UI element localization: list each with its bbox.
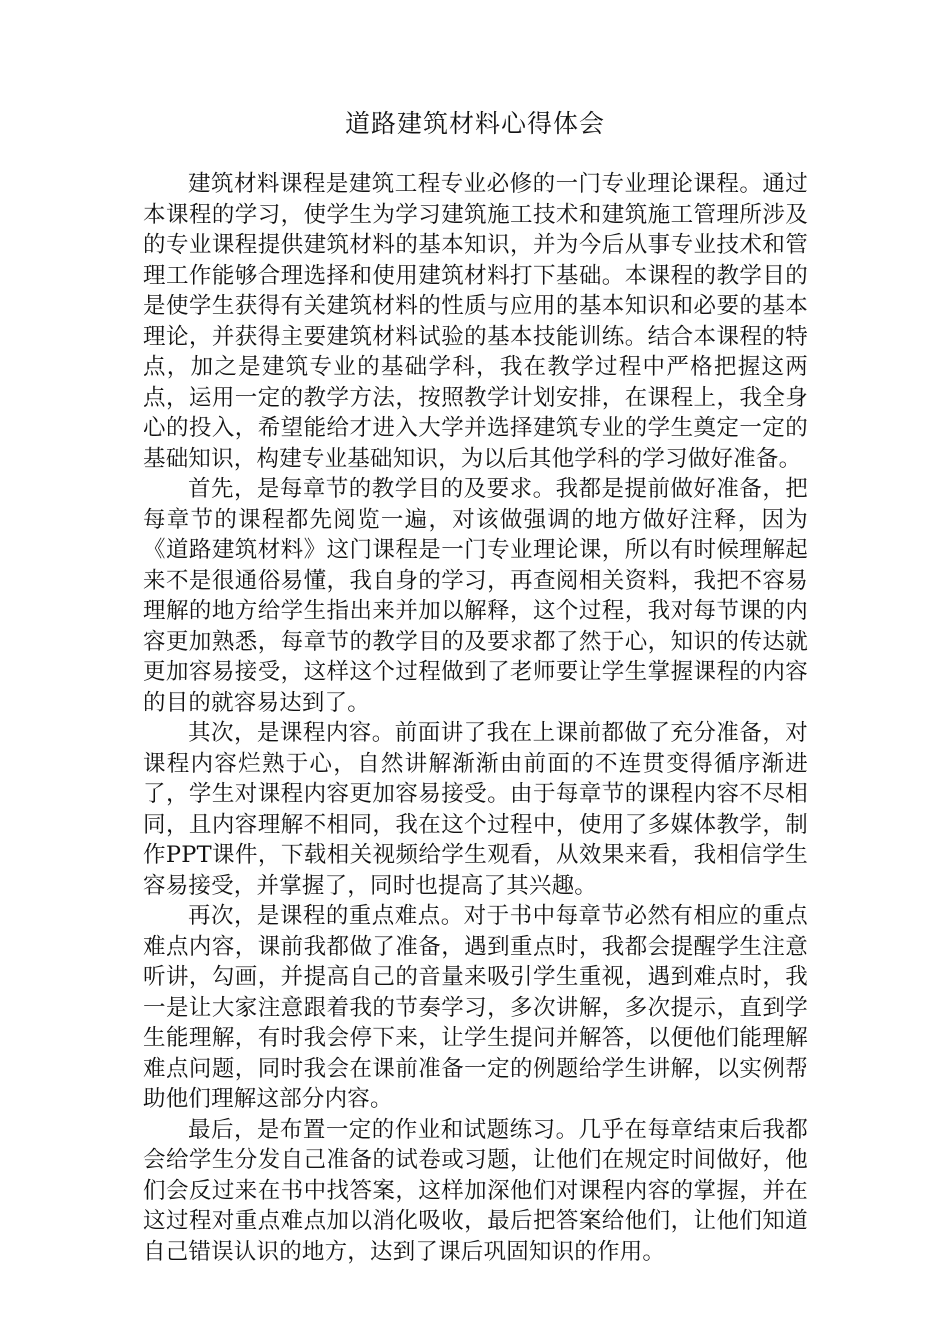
paragraph-last: 最后，是布置一定的作业和试题练习。几乎在每章结束后我都会给学生分发自己准备的试卷或习题，让他们在规定时间做好，他们会反过来在书中找答案，这样加深他们对课程内容的掌握，并在这过程对重点难点加以消化吸收，最后把答案给他们，让他们知道自己错误认识的地方，达到了课后巩固知识的作用。 <box>143 1116 808 1265</box>
paragraph-second: 其次，是课程内容。前面讲了我在上课前都做了充分准备，对课程内容烂熟于心，自然讲解渐渐由前面的不连贯变得循序渐进了，学生对课程内容更加容易接受。由于每章节的课程内容不尽相同，且内容理解不相同，我在这个过程中，使用了多媒体教学，制作PPT课件，下载相关视频给学生观看，从效果来看，我相信学生容易接受，并掌握了，同时也提高了其兴趣。 <box>143 720 808 899</box>
paragraph-third: 再次，是课程的重点难点。对于书中每章节必然有相应的重点难点内容，课前我都做了准备，遇到重点时，我都会提醒学生注意听讲，勾画，并提高自己的音量来吸引学生重视，遇到难点时，我一是让大家注意跟着我的节奏学习，多次讲解，多次提示，直到学生能理解，有时我会停下来，让学生提问并解答，以便他们能理解难点问题，同时我会在课前准备一定的例题给学生讲解，以实例帮助他们理解这部分内容。 <box>143 903 808 1112</box>
document-body <box>143 169 808 1267</box>
paragraph-intro: 建筑材料课程是建筑工程专业必修的一门专业理论课程。通过本课程的学习，使学生为学习建筑施工技术和建筑施工管理所涉及的专业课程提供建筑材料的基本知识，并为今后从事专业技术和管理工作能够合理选择和使用建筑材料打下基础。本课程的教学目的是使学生获得有关建筑材料的性质与应用的基本知识和必要的基本理论，并获得主要建筑材料试验的基本技能训练。结合本课程的特点，加之是建筑专业的基础学科，我在教学过程中严格把握这两点，运用一定的教学方法，按照教学计划安排，在课程上，我全身心的投入，希望能给才进入大学并选择建筑专业的学生奠定一定的基础知识，构建专业基础知识，为以后其他学科的学习做好准备。 <box>143 171 808 472</box>
document-title: 道路建筑材料心得体会 <box>344 109 605 138</box>
paragraph-first: 首先，是每章节的教学目的及要求。我都是提前做好准备，把每章节的课程都先阅览一遍，对该做强调的地方做好注释，因为《道路建筑材料》这门课程是一门专业理论课，所以有时候理解起来不是很通俗易懂，我自身的学习，再查阅相关资料，我把不容易理解的地方给学生指出来并加以解释，这个过程，我对每节课的内容更加熟悉，每章节的教学目的及要求都了然于心，知识的传达就更加容易接受，这样这个过程做到了老师要让学生掌握课程的内容的目的就容易达到了。 <box>143 476 808 716</box>
